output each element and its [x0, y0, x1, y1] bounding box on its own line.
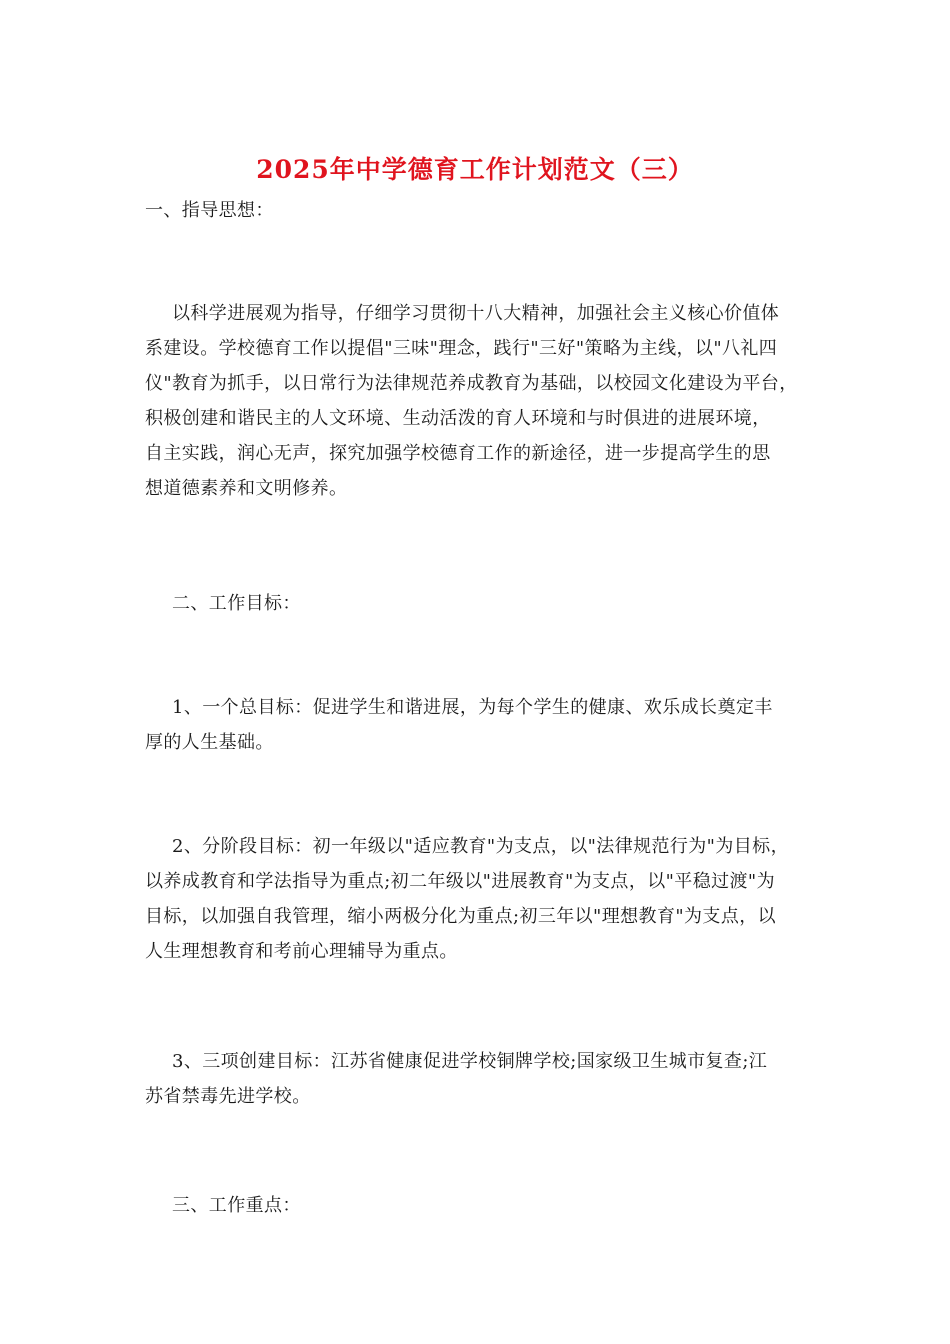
section1-line-6: 想道德素养和文明修养。 — [145, 478, 348, 499]
section3-heading: 三、工作重点： — [172, 1195, 301, 1216]
goal3-line-2: 苏省禁毒先进学校。 — [145, 1086, 311, 1107]
goal1-line-1: 1、一个总目标：促进学生和谐进展，为每个学生的健康、欢乐成长奠定丰 — [172, 697, 773, 718]
document-title: 2025年中学德育工作计划范文（三） — [256, 155, 694, 184]
goal2-line-2: 以养成教育和学法指导为重点;初二年级以"进展教育"为支点，以"平稳过渡"为 — [145, 871, 775, 892]
goal2-line-3: 目标，以加强自我管理，缩小两极分化为重点;初三年以"理想教育"为支点，以 — [145, 906, 777, 927]
goal2-line-1: 2、分阶段目标：初一年级以"适应教育"为支点，以"法律规范行为"为目标， — [172, 836, 789, 857]
section1-line-3: 仪"教育为抓手，以日常行为法律规范养成教育为基础，以校园文化建设为平台， — [145, 373, 798, 394]
section2-heading: 二、工作目标： — [172, 593, 301, 614]
goal1-line-2: 厚的人生基础。 — [145, 732, 274, 753]
goal3-line-1: 3、三项创建目标：江苏省健康促进学校铜牌学校;国家级卫生城市复查;江 — [172, 1051, 768, 1072]
section1-line-1: 以科学进展观为指导，仔细学习贯彻十八大精神，加强社会主义核心价值体 — [172, 303, 780, 324]
section1-line-4: 积极创建和谐民主的人文环境、生动活泼的育人环境和与时俱进的进展环境， — [145, 408, 771, 429]
section1-heading: 一、指导思想： — [145, 200, 274, 221]
section1-line-5: 自主实践，润心无声，探究加强学校德育工作的新途径，进一步提高学生的思 — [145, 443, 771, 464]
goal2-line-4: 人生理想教育和考前心理辅导为重点。 — [145, 941, 458, 962]
section1-line-2: 系建设。学校德育工作以提倡"三味"理念，践行"三好"策略为主线，以"八礼四 — [145, 338, 778, 359]
